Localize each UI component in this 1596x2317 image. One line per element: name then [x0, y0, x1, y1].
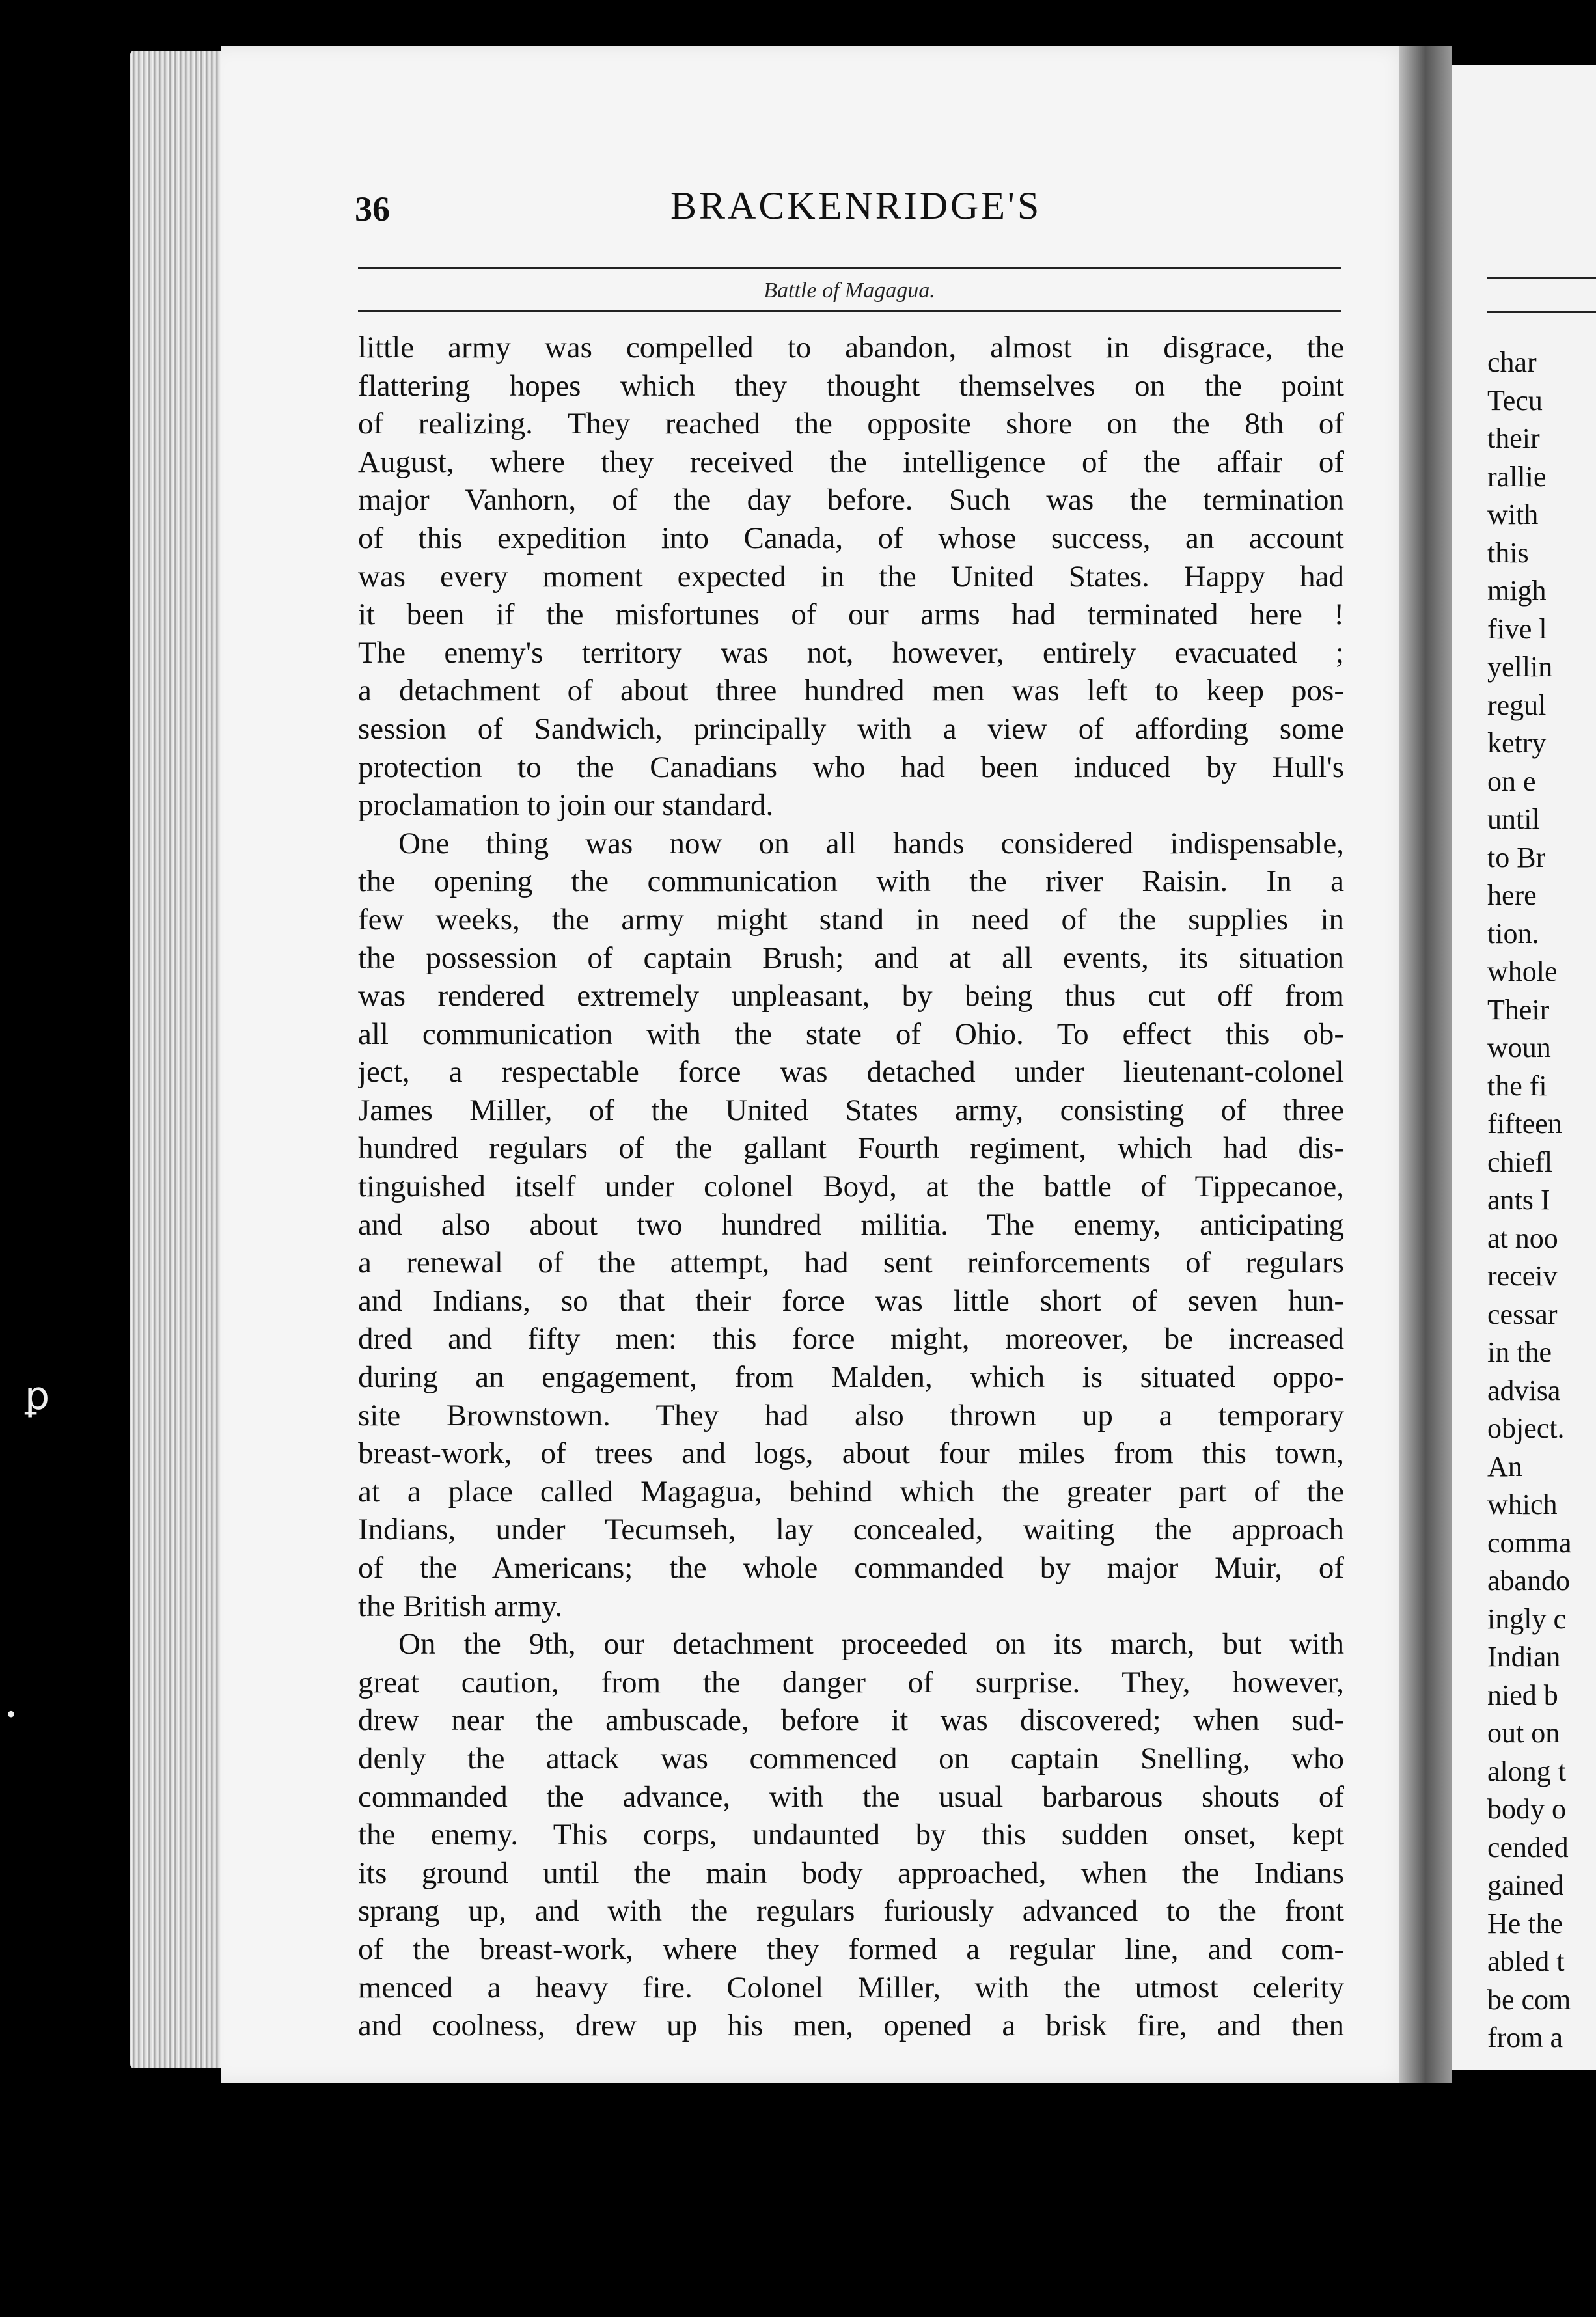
- text-line: commanded the advance, with the usual barbarous shouts of: [358, 1779, 1344, 1814]
- facing-text-line: receiv: [1487, 1260, 1558, 1292]
- facing-text-line: be com: [1487, 1983, 1571, 2016]
- running-head: BRACKENRIDGE'S: [670, 184, 1042, 227]
- text-line: denly the attack was commenced on captain Snelling, who: [358, 1741, 1344, 1775]
- facing-text-line: Indian: [1487, 1641, 1561, 1673]
- margin-mark: ꝑ: [25, 1375, 50, 1418]
- facing-text-line: Tecu: [1487, 384, 1543, 417]
- facing-text-line: He the: [1487, 1907, 1563, 1940]
- text-line: menced a heavy fire. Colonel Miller, with the utmost celerity: [358, 1970, 1344, 2005]
- text-line: On the 9th, our detachment proceeded on its march, but with: [398, 1627, 1344, 1662]
- text-line: breast-work, of trees and logs, about four miles from this town,: [358, 1436, 1344, 1471]
- text-line: during an engagement, from Malden, which is situated oppo-: [358, 1360, 1344, 1395]
- page-number: 36: [355, 189, 390, 228]
- facing-text-line: ants I: [1487, 1184, 1550, 1216]
- text-line: its ground until the main body approached, when the Indians: [358, 1856, 1344, 1890]
- facing-text-line: fifteen: [1487, 1108, 1562, 1140]
- page-edges: [130, 51, 228, 2068]
- facing-page-rule-top: [1487, 277, 1596, 279]
- facing-text-line: five l: [1487, 612, 1547, 645]
- text-line: and Indians, so that their force was little short of seven hun-: [358, 1283, 1344, 1318]
- facing-text-line: nied b: [1487, 1679, 1558, 1711]
- facing-text-line: this: [1487, 536, 1529, 569]
- text-line: at a place called Magagua, behind which the greater part of the: [358, 1474, 1344, 1509]
- section-title: Battle of Magagua.: [764, 279, 935, 303]
- text-line: protection to the Canadians who had been induced by Hull's: [358, 750, 1344, 784]
- facing-text-line: comma: [1487, 1526, 1572, 1559]
- facing-text-line: woun: [1487, 1032, 1551, 1063]
- text-line: August, where they received the intelligence of the affair of: [358, 445, 1344, 479]
- text-line: of the Americans; the whole commanded by major Muir, of: [358, 1551, 1344, 1585]
- facing-text-line: An: [1487, 1450, 1522, 1483]
- facing-text-line: to Br: [1487, 841, 1546, 873]
- facing-text-line: the fi: [1487, 1069, 1547, 1102]
- text-line: of the breast-work, where they formed a regular line, and com-: [358, 1932, 1344, 1966]
- margin-mark: •: [7, 1699, 16, 1729]
- text-line: proclamation to join our standard.: [358, 788, 774, 823]
- header-rule-top: [358, 267, 1341, 269]
- text-line: session of Sandwich, principally with a view of affording some: [358, 711, 1344, 746]
- facing-text-line: rallie: [1487, 460, 1547, 493]
- text-line: a renewal of the attempt, had sent reinforcements of regulars: [358, 1246, 1344, 1280]
- facing-text-line: whole: [1487, 955, 1558, 987]
- facing-text-line: abando: [1487, 1565, 1571, 1597]
- facing-text-line: chiefl: [1487, 1145, 1553, 1178]
- facing-text-line: at noo: [1487, 1222, 1558, 1254]
- facing-text-line: advisa: [1487, 1374, 1561, 1406]
- text-line: drew near the ambuscade, before it was discovered; when sud-: [358, 1703, 1344, 1738]
- facing-page-text: [1487, 344, 1596, 2057]
- text-line: major Vanhorn, of the day before. Such was the termination: [358, 483, 1344, 517]
- text-line: sprang up, and with the regulars furiously advanced to the front: [358, 1894, 1344, 1928]
- facing-text-line: abled t: [1487, 1945, 1565, 1977]
- facing-text-line: tion.: [1487, 917, 1539, 950]
- text-line: little army was compelled to abandon, almost in disgrace, the: [358, 331, 1344, 364]
- text-line: and coolness, drew up his men, opened a brisk fire, and then: [358, 2009, 1344, 2043]
- text-line: was rendered extremely unpleasant, by being thus cut off from: [358, 979, 1344, 1013]
- text-line: hundred regulars of the gallant Fourth regiment, which had dis-: [358, 1131, 1344, 1166]
- facing-text-line: along t: [1487, 1755, 1566, 1787]
- text-line: of this expedition into Canada, of whose success, an account: [358, 521, 1344, 555]
- book-gutter: [1399, 46, 1452, 2083]
- text-line: few weeks, the army might stand in need of the supplies in: [358, 902, 1344, 937]
- text-line: dred and fifty men: this force might, moreover, be increased: [358, 1322, 1344, 1356]
- facing-text-line: their: [1487, 422, 1540, 454]
- text-line: and also about two hundred militia. The enemy, anticipating: [358, 1207, 1344, 1242]
- facing-text-line: cended: [1487, 1831, 1569, 1863]
- facing-text-line: regul: [1487, 689, 1547, 721]
- text-line: The enemy's territory was not, however, entirely evacuated ;: [358, 635, 1344, 670]
- facing-text-line: here: [1487, 879, 1537, 911]
- text-line: of realizing. They reached the opposite shore on the 8th of: [358, 407, 1344, 441]
- text-line: the possession of captain Brush; and at all events, its situation: [358, 940, 1344, 975]
- facing-text-line: on e: [1487, 765, 1536, 797]
- facing-text-line: with: [1487, 499, 1539, 530]
- text-line: the enemy. This corps, undaunted by this sudden onset, kept: [358, 1818, 1344, 1852]
- facing-text-line: in the: [1487, 1336, 1552, 1368]
- header-rule-bottom: [358, 310, 1341, 312]
- facing-text-line: out on: [1487, 1717, 1560, 1749]
- text-line: the British army.: [358, 1589, 563, 1623]
- text-line: Indians, under Tecumseh, lay concealed, waiting the approach: [358, 1513, 1344, 1547]
- facing-text-line: ketry: [1487, 727, 1547, 759]
- facing-text-line: gained: [1487, 1869, 1564, 1901]
- text-line: it been if the misfortunes of our arms had terminated here !: [358, 597, 1344, 632]
- text-line: all communication with the state of Ohio. To effect this ob-: [358, 1017, 1344, 1051]
- facing-text-line: yellin: [1487, 651, 1553, 683]
- text-line: tinguished itself under colonel Boyd, at the battle of Tippecanoe,: [358, 1170, 1344, 1204]
- text-line: a detachment of about three hundred men was left to keep pos-: [358, 674, 1344, 708]
- text-line: great caution, from the danger of surprise. They, however,: [358, 1665, 1344, 1699]
- facing-text-line: body o: [1487, 1793, 1566, 1825]
- facing-text-line: until: [1487, 803, 1540, 835]
- text-line: One thing was now on all hands considered indispensable,: [398, 826, 1344, 860]
- text-line: ject, a respectable force was detached under lieutenant-colonel: [358, 1055, 1344, 1090]
- facing-text-line: object.: [1487, 1412, 1565, 1444]
- facing-text-line: Their: [1487, 993, 1550, 1026]
- text-line: James Miller, of the United States army, consisting of three: [358, 1093, 1344, 1127]
- facing-text-line: char: [1487, 346, 1537, 378]
- text-line: site Brownstown. They had also thrown up a temporary: [358, 1398, 1344, 1433]
- text-line: flattering hopes which they thought themselves on the point: [358, 368, 1344, 403]
- facing-text-line: which: [1487, 1488, 1558, 1520]
- text-line: the opening the communication with the river Raisin. In a: [358, 864, 1344, 899]
- text-line: was every moment expected in the United States. Happy had: [358, 559, 1344, 594]
- facing-text-line: ingly c: [1487, 1602, 1566, 1635]
- facing-text-line: from a: [1487, 2022, 1563, 2053]
- facing-page-rule-bottom: [1487, 311, 1596, 313]
- body-text: [358, 329, 1344, 2045]
- facing-text-line: migh: [1487, 575, 1547, 607]
- facing-text-line: cessar: [1487, 1298, 1558, 1330]
